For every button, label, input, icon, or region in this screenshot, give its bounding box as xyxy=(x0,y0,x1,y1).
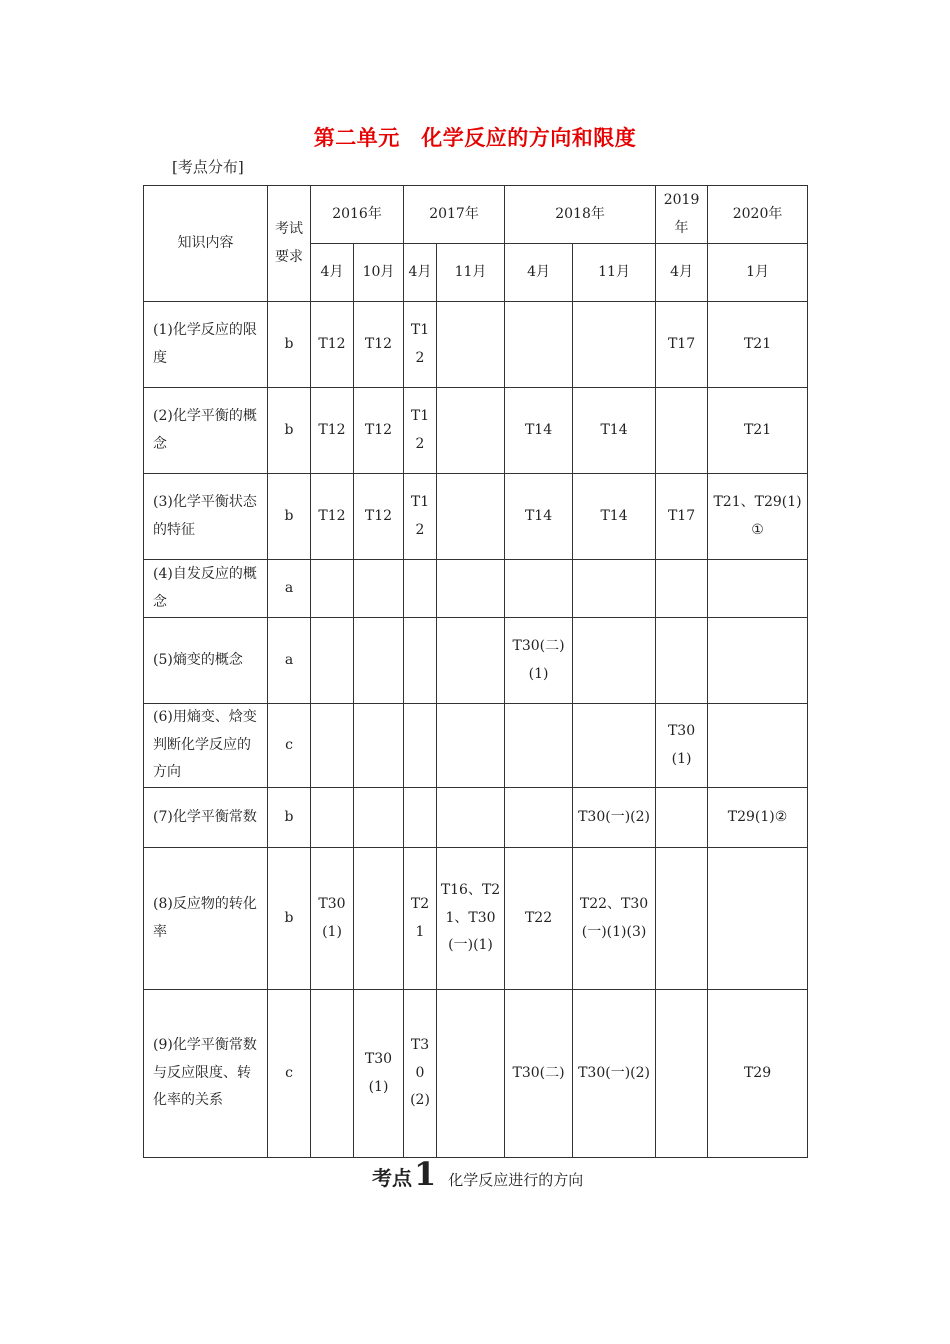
table-cell: T21 xyxy=(404,848,437,990)
table-row xyxy=(144,848,808,990)
row-requirement: b xyxy=(268,302,311,388)
table-cell: T30(二)(1) xyxy=(505,618,573,704)
table-cell xyxy=(505,560,573,618)
header-month: 4月 xyxy=(404,244,437,302)
table-cell xyxy=(573,302,656,388)
table-cell xyxy=(437,388,505,474)
table-cell xyxy=(354,848,404,990)
row-content: (7)化学平衡常数 xyxy=(144,788,268,848)
row-requirement: b xyxy=(268,788,311,848)
table-cell: T12 xyxy=(354,474,404,560)
table-cell xyxy=(573,560,656,618)
table-cell xyxy=(354,704,404,788)
table-cell xyxy=(708,618,808,704)
row-content: (2)化学平衡的概念 xyxy=(144,388,268,474)
table-cell xyxy=(656,618,708,704)
row-content: (8)反应物的转化率 xyxy=(144,848,268,990)
table-cell: T14 xyxy=(505,388,573,474)
table-cell: T21、T29(1)① xyxy=(708,474,808,560)
header-year: 2018年 xyxy=(505,186,656,244)
row-requirement: a xyxy=(268,560,311,618)
table-cell: T12 xyxy=(354,388,404,474)
table-cell: T30(一)(2) xyxy=(573,788,656,848)
row-requirement: b xyxy=(268,848,311,990)
table-row xyxy=(144,618,808,704)
row-content: (9)化学平衡常数与反应限度、转化率的关系 xyxy=(144,990,268,1158)
table-cell xyxy=(437,474,505,560)
table-cell: T14 xyxy=(505,474,573,560)
table-cell xyxy=(404,618,437,704)
table-cell: T22 xyxy=(505,848,573,990)
table-cell xyxy=(311,990,354,1158)
table-row xyxy=(144,388,808,474)
table-cell: T29 xyxy=(708,990,808,1158)
table-cell xyxy=(656,560,708,618)
row-requirement: b xyxy=(268,474,311,560)
table-row xyxy=(144,990,808,1158)
table-cell xyxy=(354,788,404,848)
table-cell: T12 xyxy=(311,388,354,474)
row-content: (3)化学平衡状态的特征 xyxy=(144,474,268,560)
table-cell: T16、T21、T30(一)(1) xyxy=(437,848,505,990)
table-cell xyxy=(311,618,354,704)
table-cell: T30(二) xyxy=(505,990,573,1158)
table-cell xyxy=(437,788,505,848)
row-content: (5)熵变的概念 xyxy=(144,618,268,704)
header-requirement: 考试要求 xyxy=(268,186,311,302)
row-requirement: c xyxy=(268,990,311,1158)
table-cell xyxy=(404,704,437,788)
table-cell xyxy=(437,302,505,388)
row-content: (6)用熵变、焓变判断化学反应的方向 xyxy=(144,704,268,788)
table-cell: T30(1) xyxy=(311,848,354,990)
header-month: 11月 xyxy=(573,244,656,302)
table-cell xyxy=(311,704,354,788)
table-cell xyxy=(708,848,808,990)
table-row xyxy=(144,474,808,560)
table-cell xyxy=(311,560,354,618)
table-cell xyxy=(437,990,505,1158)
table-cell xyxy=(354,560,404,618)
table-row xyxy=(144,302,808,388)
table-cell xyxy=(656,990,708,1158)
header-month: 11月 xyxy=(437,244,505,302)
table-row xyxy=(144,788,808,848)
table-cell xyxy=(404,788,437,848)
table-cell xyxy=(354,618,404,704)
table-cell xyxy=(708,704,808,788)
table-cell: T21 xyxy=(708,388,808,474)
table-cell: T30(1) xyxy=(354,990,404,1158)
page-title: 第二单元 化学反应的方向和限度 xyxy=(313,126,637,150)
table-cell xyxy=(505,704,573,788)
table-cell xyxy=(656,788,708,848)
row-requirement: c xyxy=(268,704,311,788)
table-cell: T12 xyxy=(311,302,354,388)
table-cell: T29(1)② xyxy=(708,788,808,848)
header-month: 4月 xyxy=(311,244,354,302)
table-cell xyxy=(708,560,808,618)
table-row xyxy=(144,704,808,788)
table-cell: T30(1) xyxy=(656,704,708,788)
header-month: 10月 xyxy=(354,244,404,302)
table-cell: T14 xyxy=(573,388,656,474)
header-year: 2020年 xyxy=(708,186,808,244)
row-content: (4)自发反应的概念 xyxy=(144,560,268,618)
table-cell xyxy=(437,560,505,618)
header-month: 4月 xyxy=(656,244,708,302)
table-cell xyxy=(505,788,573,848)
table-cell xyxy=(437,704,505,788)
table-cell: T12 xyxy=(404,474,437,560)
table-cell: T30(一)(2) xyxy=(573,990,656,1158)
header-year: 2016年 xyxy=(311,186,404,244)
table-cell: T12 xyxy=(404,302,437,388)
table-cell xyxy=(404,560,437,618)
table-cell: T17 xyxy=(656,302,708,388)
table-cell: T12 xyxy=(311,474,354,560)
table-cell: T14 xyxy=(573,474,656,560)
table-body xyxy=(144,302,808,1158)
table-cell: T17 xyxy=(656,474,708,560)
section-title: 化学反应进行的方向 xyxy=(448,1171,584,1189)
table-row xyxy=(144,560,808,618)
table-cell xyxy=(311,788,354,848)
section-label: 考点 xyxy=(372,1166,412,1190)
table-cell xyxy=(437,618,505,704)
header-content: 知识内容 xyxy=(144,186,268,302)
header-year: 2017年 xyxy=(404,186,505,244)
table-cell: T12 xyxy=(404,388,437,474)
table-cell xyxy=(656,848,708,990)
exam-distribution-table xyxy=(143,185,808,1158)
table-cell: T12 xyxy=(354,302,404,388)
section-heading xyxy=(372,1155,583,1193)
table-cell: T30(2) xyxy=(404,990,437,1158)
header-month: 4月 xyxy=(505,244,573,302)
row-requirement: b xyxy=(268,388,311,474)
header-year: 2019年 xyxy=(656,186,708,244)
section-number: 1 xyxy=(414,1155,437,1193)
table-cell: T22、T30(一)(1)(3) xyxy=(573,848,656,990)
row-content: (1)化学反应的限度 xyxy=(144,302,268,388)
table-cell xyxy=(573,704,656,788)
row-requirement: a xyxy=(268,618,311,704)
section-subheading: [考点分布] xyxy=(172,158,244,176)
table-cell: T21 xyxy=(708,302,808,388)
table-cell xyxy=(505,302,573,388)
table-cell xyxy=(573,618,656,704)
header-month: 1月 xyxy=(708,244,808,302)
table-cell xyxy=(656,388,708,474)
